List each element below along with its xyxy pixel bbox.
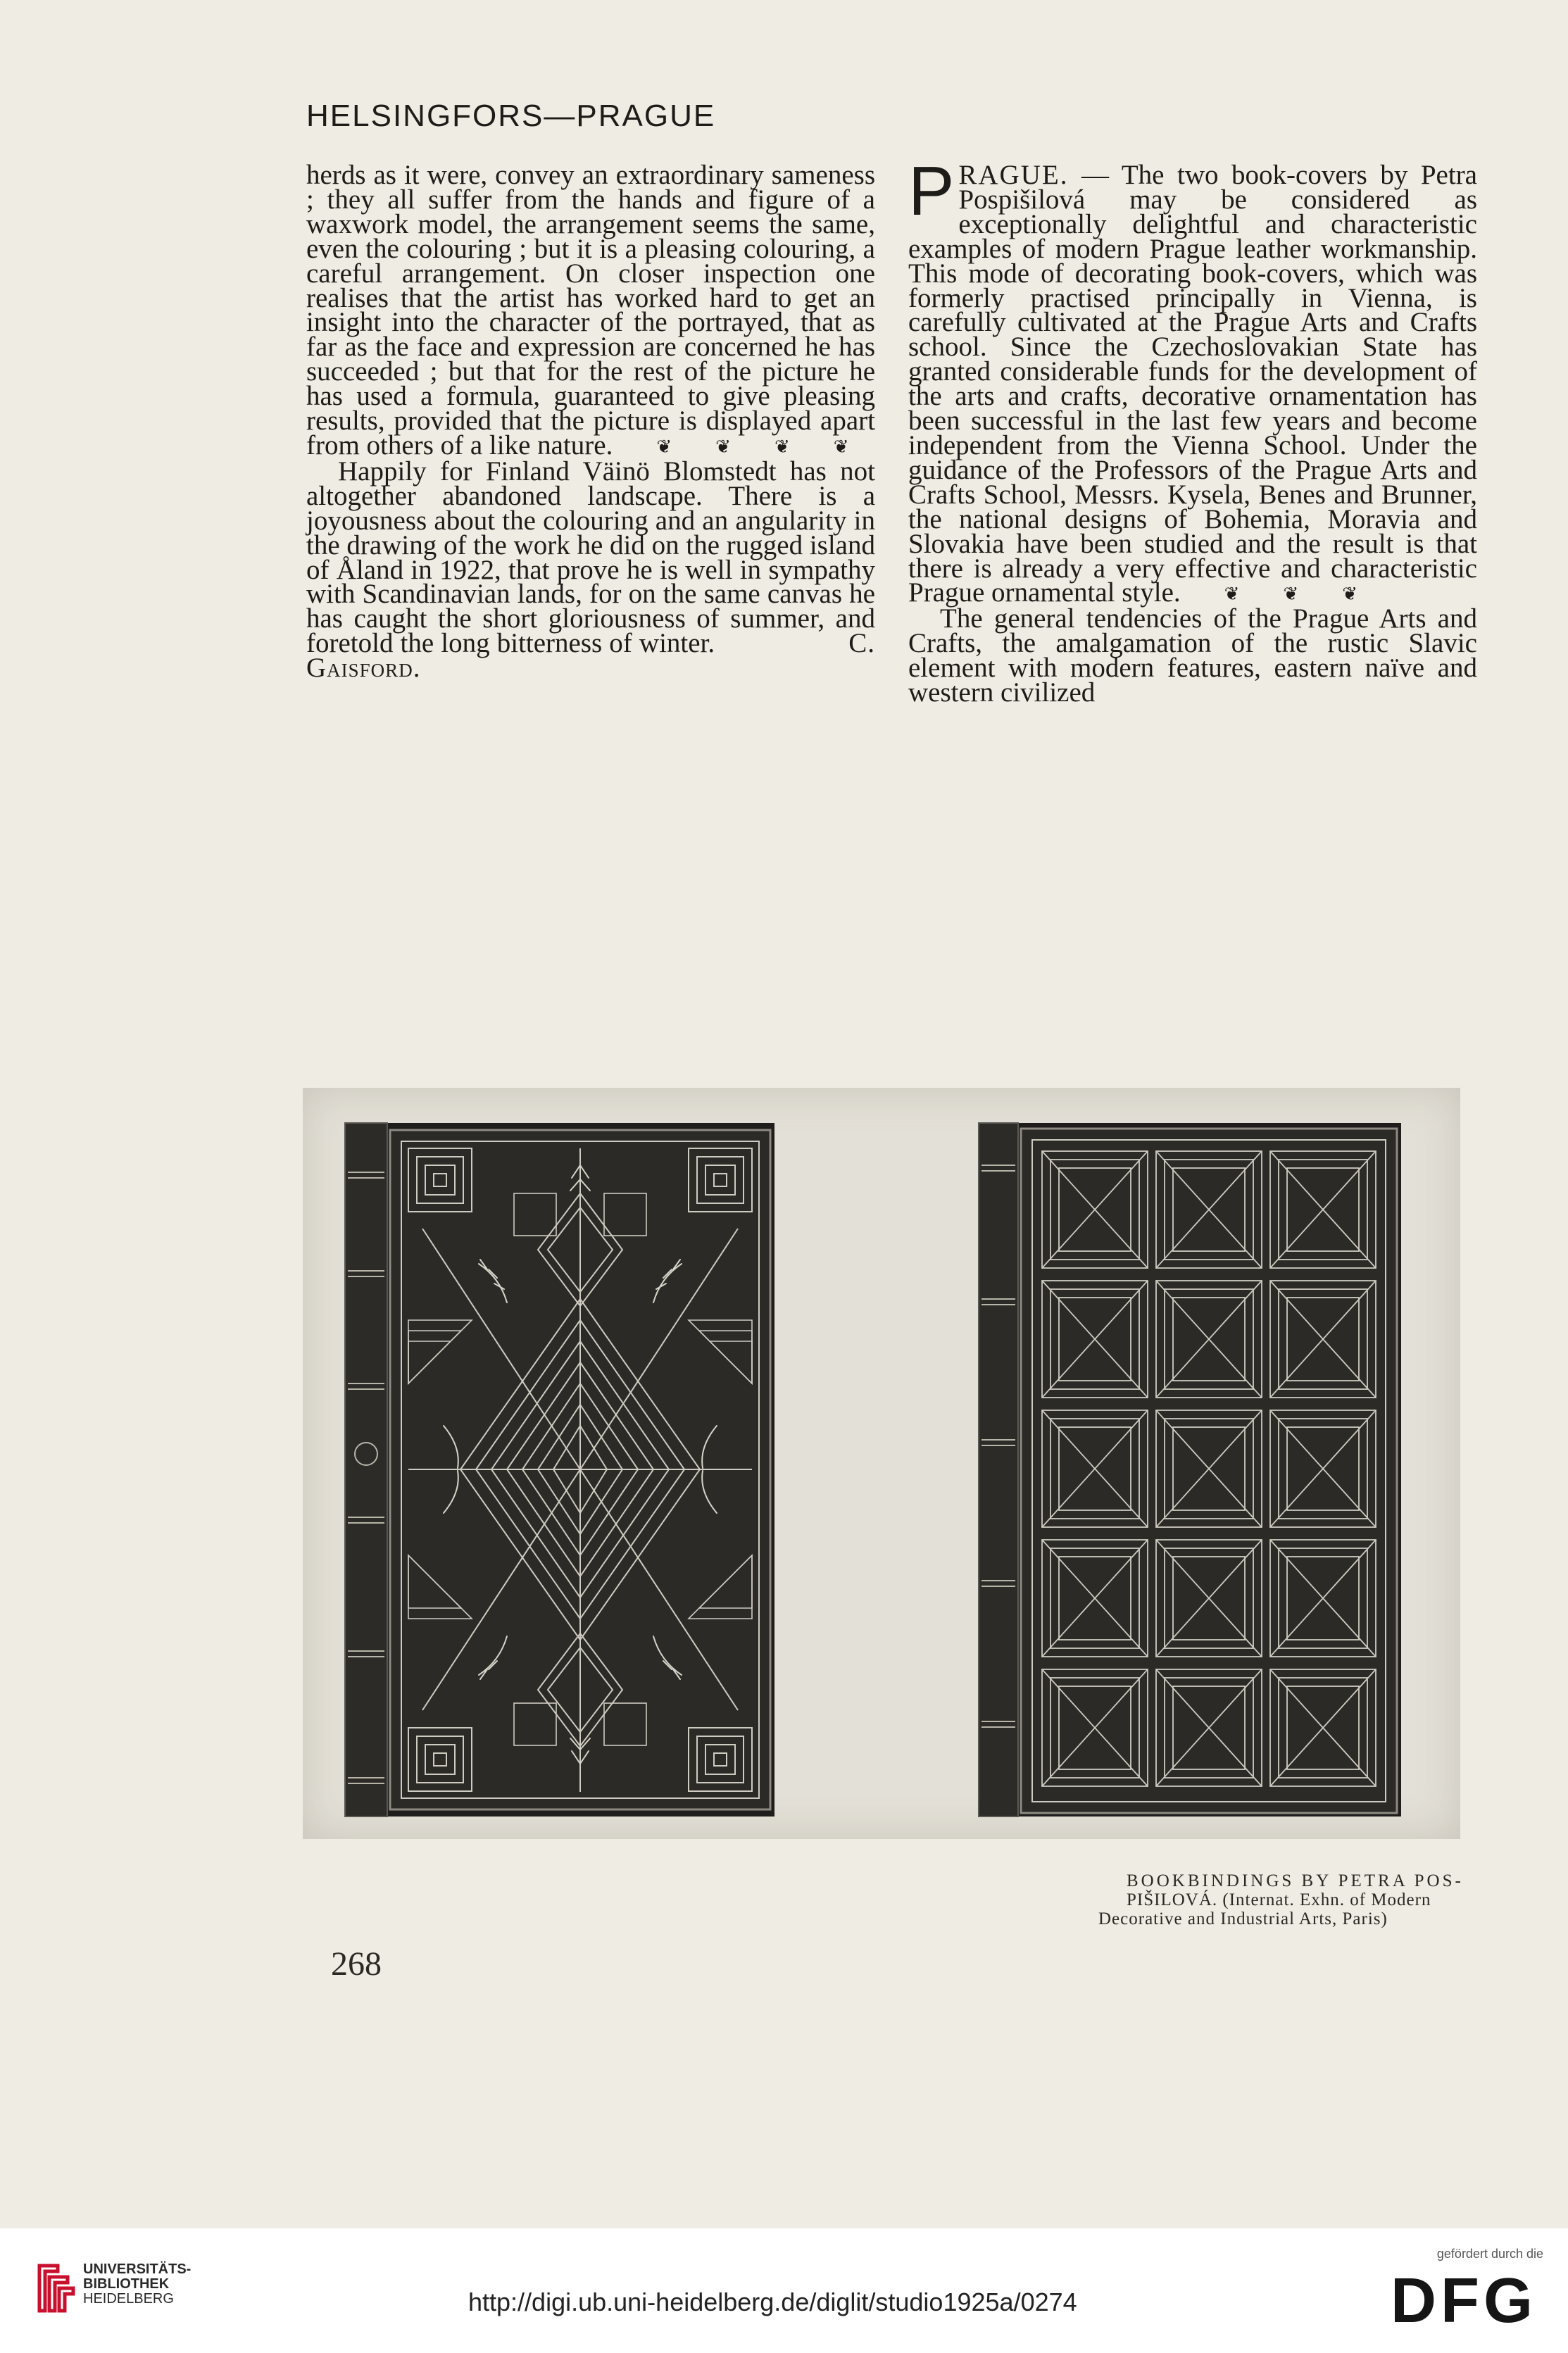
left-column [306, 160, 876, 684]
ornament-icon: ❦ [1224, 584, 1240, 605]
ornament-icon: ❦ [774, 436, 790, 457]
left-paragraph-1 [306, 160, 875, 460]
section-lead: RAGUE. [958, 160, 1069, 190]
library-name-line-2: BIBLIOTHEK [83, 2276, 170, 2292]
ornament-icon: ❦ [1342, 584, 1358, 605]
book-cover-left [345, 1123, 774, 1816]
caption-line-1: BOOKBINDINGS BY PETRA POS- [1127, 1871, 1464, 1890]
left-paragraph-2 [306, 456, 876, 684]
ornament-icon: ❦ [715, 436, 731, 457]
bookbindings-photograph [303, 1088, 1460, 1839]
right-column [908, 152, 1477, 708]
digitization-footer [0, 2228, 1568, 2353]
library-name [83, 2262, 191, 2307]
funding-note: gefördert durch die [1436, 2247, 1543, 2261]
right-paragraph-1 [908, 152, 1477, 608]
library-name-line-3: HEIDELBERG [83, 2291, 174, 2307]
drop-cap: P [908, 152, 955, 230]
ornament-icon: ❦ [1283, 584, 1299, 605]
source-url-link[interactable]: http://digi.ub.uni-heidelberg.de/diglit/studio1925a/0274 [468, 2288, 1077, 2316]
dfg-logo: DFG [1391, 2266, 1537, 2336]
left-paragraph-1-text: herds as it were, convey an extraordinary sameness ; they all suffer from the hands and figure of a waxwork model, the arrangement seems the same, even the colouring ; but it is a pleasing colouring, a careful arrangement. On closer inspection one realises that the artist has worked hard to get an insight into the character of the portrayed, that as far as the face and expression are concerned he has succeeded ; but that for the rest of the picture he has used a formula, guaranteed to give pleasing results, provided that the picture is displayed apart from others of a like nature. [306, 160, 875, 460]
library-name-line-1: UNIVERSITÄTS- [83, 2261, 192, 2277]
author-signature: C. Gaisford. [306, 628, 876, 684]
running-head: HELSINGFORS—PRAGUE [306, 99, 716, 133]
caption-line-3: Decorative and Industrial Arts, Paris) [1098, 1909, 1388, 1928]
figure-caption [908, 1871, 1464, 1928]
page-number: 268 [331, 1945, 382, 1983]
book-cover-right [979, 1123, 1401, 1816]
left-paragraph-2-text: Happily for Finland Väinö Blomstedt has not altogether abandoned landscape. There is a joyousness about the colouring and an angularity in the drawing of the work he did on the rugged island of Åland in 1922, that prove he is well in sympathy with Scandinavian lands, for on the same canvas he has caught the short gloriousness of summer, and foretold the long bitterness of winter. [306, 456, 875, 659]
caption-line-2: PIŠILOVÁ. (Internat. Exhn. of Modern [1127, 1890, 1431, 1909]
university-library-logo-icon [34, 2257, 76, 2316]
right-paragraph-1-text: — The two book-covers by Petra Pospišilová may be considered as exceptionally delightful and characteristic examples of modern Prague leather workmanship. This mode of decorating book-covers, which was formerly practised principally in Vienna, is carefully cultivated at the Prague Arts and Crafts school. Since the Czechoslovakian State has granted considerable funds for the development of the arts and crafts, decorative ornamentation has been successful in the last few years and become independent from the Vienna School. Under the guidance of the Professors of the Prague Arts and Crafts School, Messrs. Kysela, Benes and Brunner, the national designs of Bohemia, Moravia and Slovakia have been studied and the result is that there is already a very effective and characteristic Prague ornamental style. [908, 160, 1477, 608]
right-paragraph-2: The general tendencies of the Prague Arts and Crafts, the amalgamation of the rustic Slavic element with modern features, eastern naïve and western civilized [908, 603, 1477, 708]
ornament-icon: ❦ [833, 436, 849, 457]
ornament-icon: ❦ [656, 436, 672, 457]
